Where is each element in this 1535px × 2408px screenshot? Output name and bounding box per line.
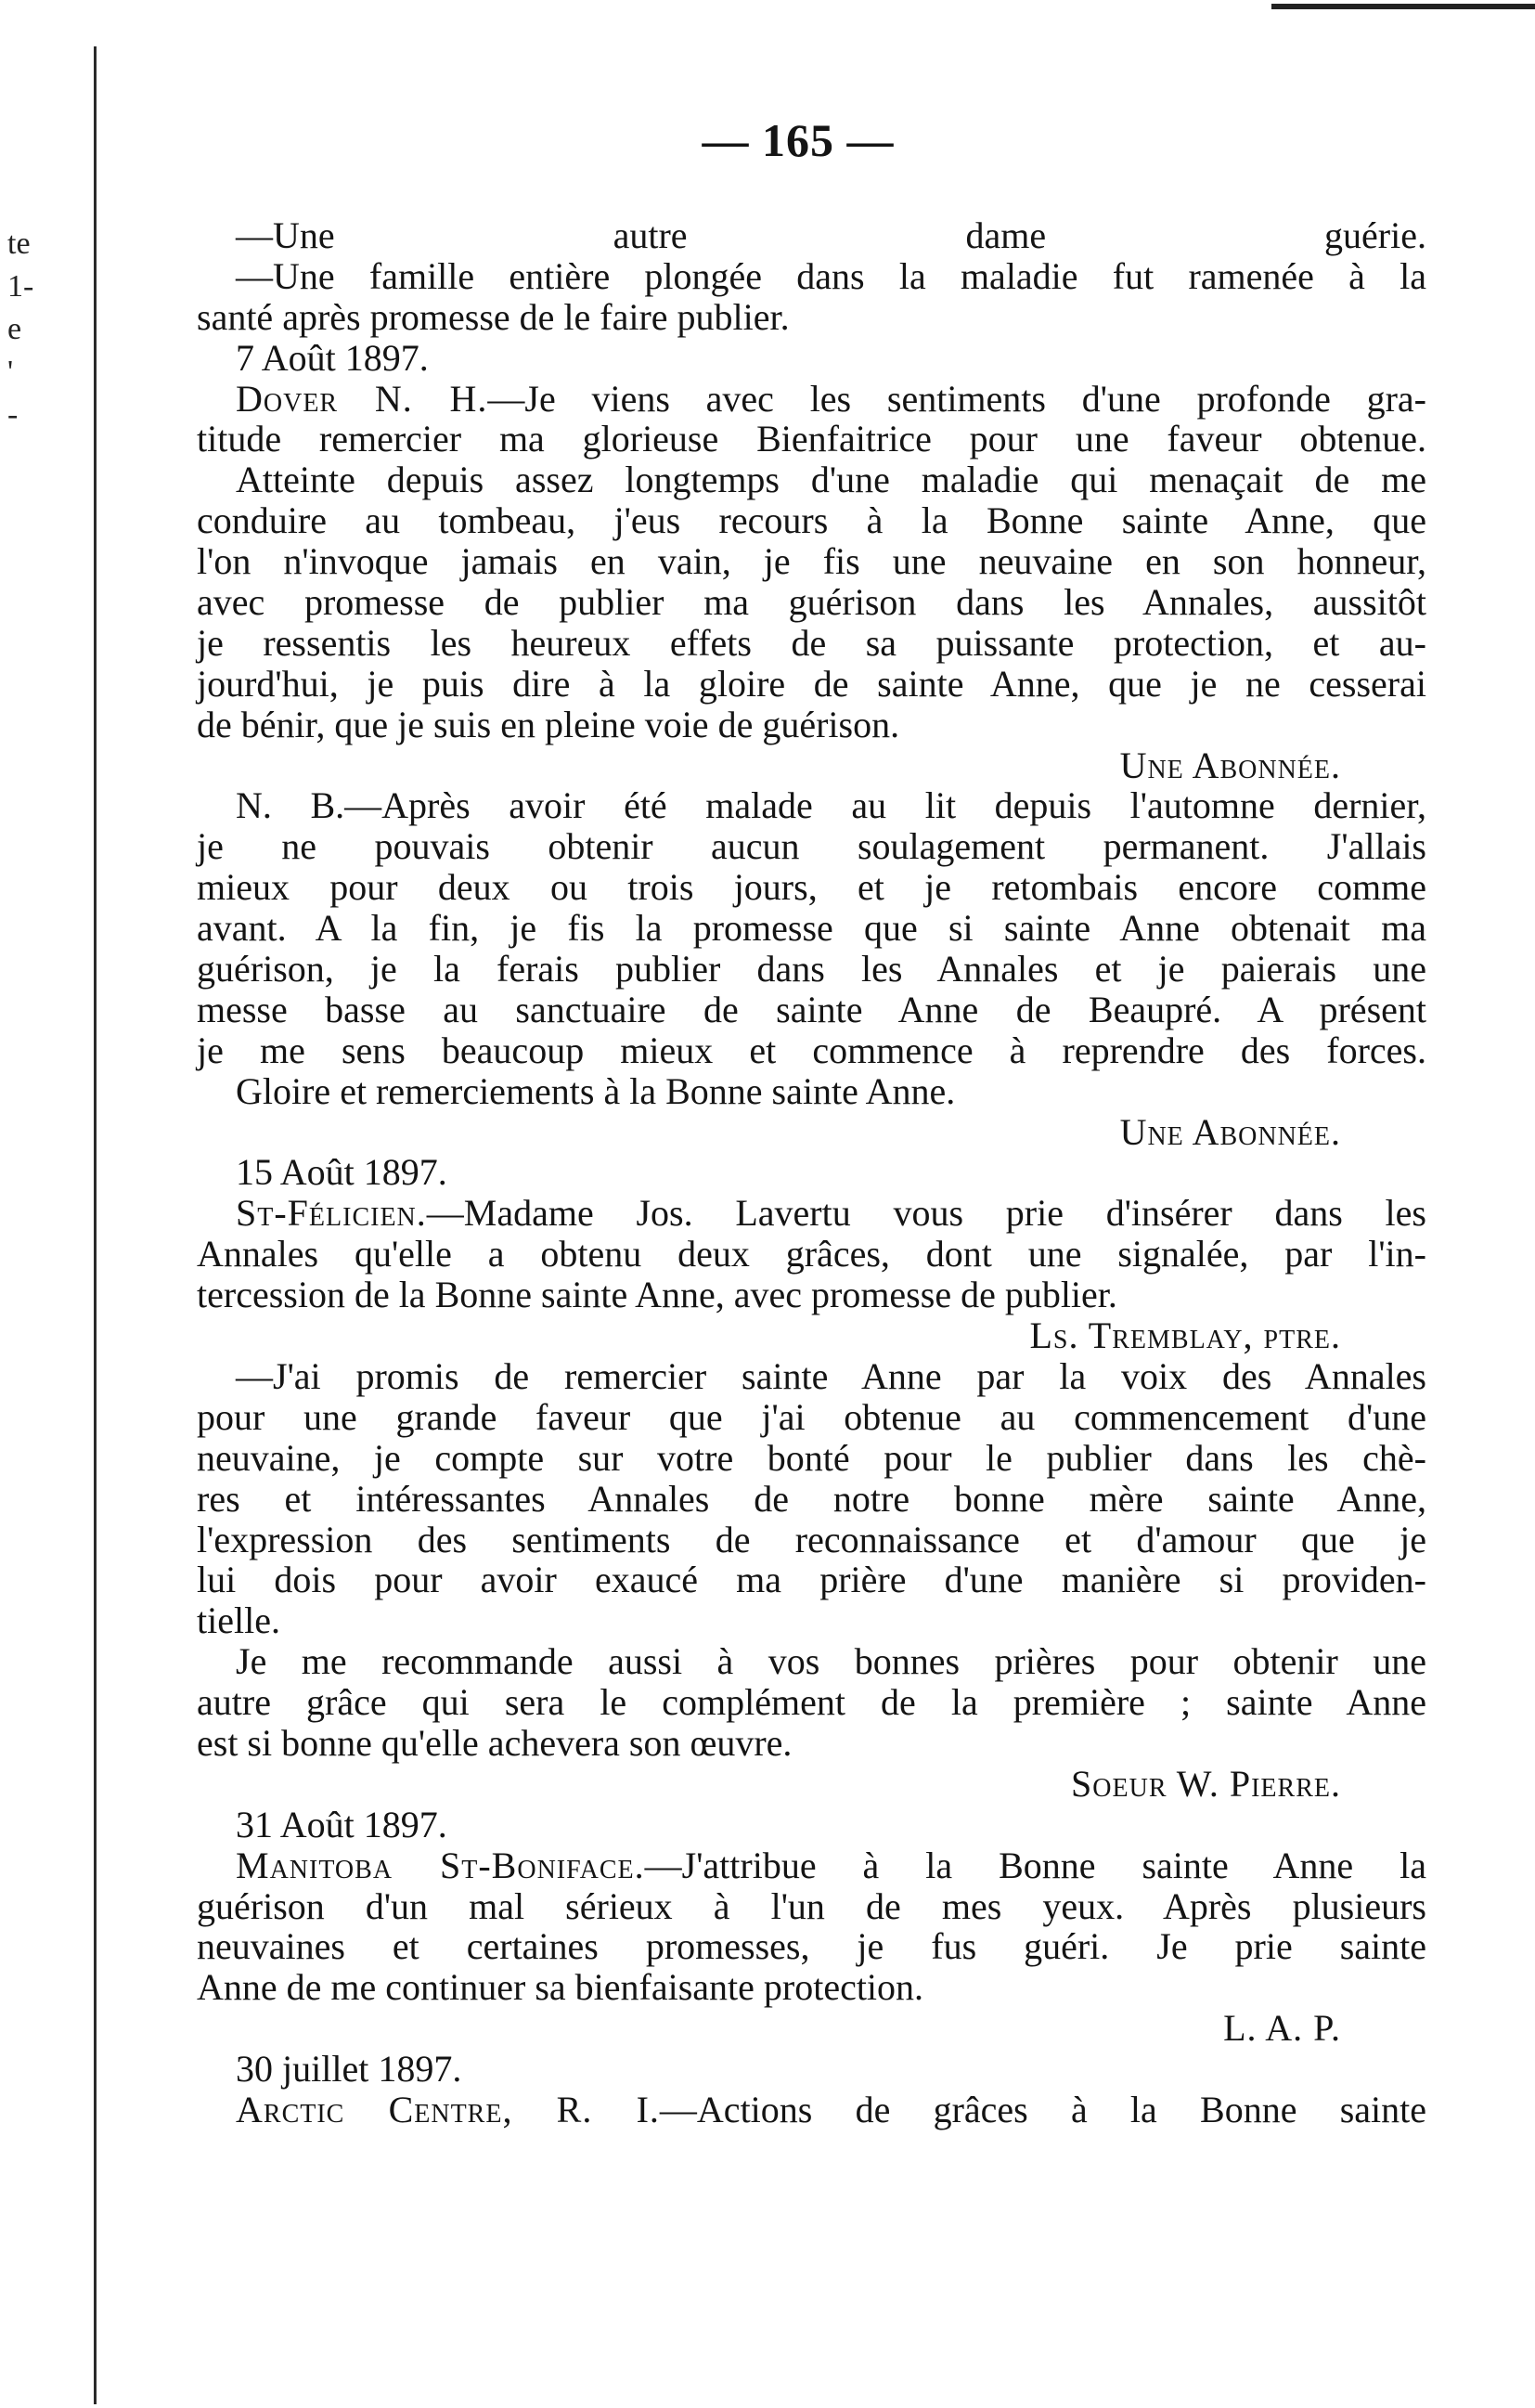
page-body <box>197 215 1426 2130</box>
text-line: neuvaines et certaines promesses, je fus guéri. Je prie sainte <box>197 1925 1426 1968</box>
text-line: —Une famille entière plongée dans la maladie fut ramenée à la <box>236 254 1426 297</box>
text-line: je me sens beaucoup mieux et commence à reprendre des forces. <box>197 1029 1426 1071</box>
text-line: N. B.—Après avoir été malade au lit depuis l'automne dernier, <box>236 784 1426 827</box>
line-text: —Madame Jos. Lavertu vous prie d'insérer dans les <box>426 1192 1426 1235</box>
text-line: 15 Août 1897. <box>236 1151 447 1194</box>
dateline-place-line <box>197 2090 1426 2130</box>
text-line: res et intéressantes Annales de notre bonne mère sainte Anne, <box>197 1477 1426 1520</box>
bleed-char: te <box>7 227 31 261</box>
text-line: autre grâce qui sera le complément de la première ; sainte Anne <box>197 1681 1426 1724</box>
text-line: Atteinte depuis assez longtemps d'une maladie qui menaçait de me <box>236 459 1426 501</box>
text-line: titude remercier ma glorieuse Bienfaitrice pour une faveur obtenue. <box>197 418 1426 460</box>
bleed-through-margin-text <box>7 223 33 436</box>
text-line: —Une autre dame guérie. <box>236 214 1426 256</box>
scan-top-rule <box>1271 4 1535 9</box>
text-line: conduire au tombeau, j'eus recours à la Bonne sainte Anne, que <box>197 499 1426 542</box>
text-line: 31 Août 1897. <box>236 1803 447 1845</box>
place-name: Arctic Centre, R. I. <box>236 2088 660 2130</box>
text-line: Gloire et remerciements à la Bonne sainte Anne. <box>236 1069 956 1112</box>
text-line: mieux pour deux ou trois jours, et je retombais encore comme <box>197 866 1426 909</box>
text-line: guérison, je la ferais publier dans les Annales et je paierais une <box>197 948 1426 990</box>
line-text: —Je viens avec les sentiments d'une profonde gra- <box>487 377 1426 420</box>
text-line: messe basse au sanctuaire de sainte Anne de Beaupré. A présent <box>197 988 1426 1030</box>
text-line: neuvaine, je compte sur votre bonté pour le publier dans les chè- <box>197 1436 1426 1479</box>
place-name: St-Félicien. <box>236 1192 427 1235</box>
text-line: Annales qu'elle a obtenu deux grâces, dont une signalée, par l'in- <box>197 1233 1426 1275</box>
text-line: Je me recommande aussi à vos bonnes prières pour obtenir une <box>236 1640 1426 1683</box>
text-line: pour une grande faveur que j'ai obtenue au commencement d'une <box>197 1395 1426 1438</box>
line-text: —J'attribue à la Bonne sainte Anne la <box>644 1844 1426 1886</box>
text-line: 30 juillet 1897. <box>236 2048 462 2091</box>
text-line: tielle. <box>197 1599 280 1642</box>
text-line: jourd'hui, je puis dire à la gloire de sainte Anne, que je ne cesserai <box>197 662 1426 705</box>
bleed-char: 1- <box>7 269 34 304</box>
text-line: l'on n'invoque jamais en vain, je fis une neuvaine en son honneur, <box>197 540 1426 583</box>
text-line: je ressentis les heureux effets de sa puissante protection, et au- <box>197 621 1426 664</box>
signature-line: L. A. P. <box>1223 2007 1341 2050</box>
dateline-place-line <box>197 1193 1426 1234</box>
text-line: est si bonne qu'elle achevera son œuvre. <box>197 1721 793 1764</box>
signature-line: Ls. Tremblay, ptre. <box>1029 1314 1341 1357</box>
text-line: guérison d'un mal sérieux à l'un de mes yeux. Après plusieurs <box>197 1884 1426 1927</box>
dateline-place-line <box>197 379 1426 420</box>
text-line: —J'ai promis de remercier sainte Anne par la voix des Annales <box>236 1354 1426 1397</box>
place-name: Dover N. H. <box>236 377 488 420</box>
text-line: Anne de me continuer sa bienfaisante protection. <box>197 1966 924 2009</box>
bleed-char: e <box>7 312 22 346</box>
text-line: santé après promesse de le faire publier. <box>197 295 790 338</box>
bleed-char: ' <box>7 355 14 389</box>
text-line: avant. A la fin, je fis la promesse que si sainte Anne obtenait ma <box>197 907 1426 950</box>
text-line: tercession de la Bonne sainte Anne, avec promesse de publier. <box>197 1274 1117 1316</box>
line-text: —Actions de grâces à la Bonne sainte <box>659 2088 1426 2130</box>
text-line: de bénir, que je suis en pleine voie de guérison. <box>197 703 900 745</box>
scan-margin-line <box>94 46 97 2404</box>
dateline-place-line <box>197 1845 1426 1886</box>
page-number: — 165 — <box>702 114 895 166</box>
text-line: avec promesse de publier ma guérison dans les Annales, aussitôt <box>197 581 1426 624</box>
text-line: l'expression des sentiments de reconnaissance et d'amour que je <box>197 1518 1426 1560</box>
text-line: 7 Août 1897. <box>236 336 429 379</box>
signature-line: Soeur W. Pierre. <box>1071 1762 1341 1805</box>
bleed-char: - <box>7 397 19 432</box>
signature-line: Une Abonnée. <box>1119 744 1341 786</box>
text-line: je ne pouvais obtenir aucun soulagement permanent. J'allais <box>197 825 1426 868</box>
signature-line: Une Abonnée. <box>1119 1110 1341 1153</box>
place-name: Manitoba St-Boniface. <box>236 1844 645 1886</box>
text-line: lui dois pour avoir exaucé ma prière d'une manière si providen- <box>197 1559 1426 1601</box>
